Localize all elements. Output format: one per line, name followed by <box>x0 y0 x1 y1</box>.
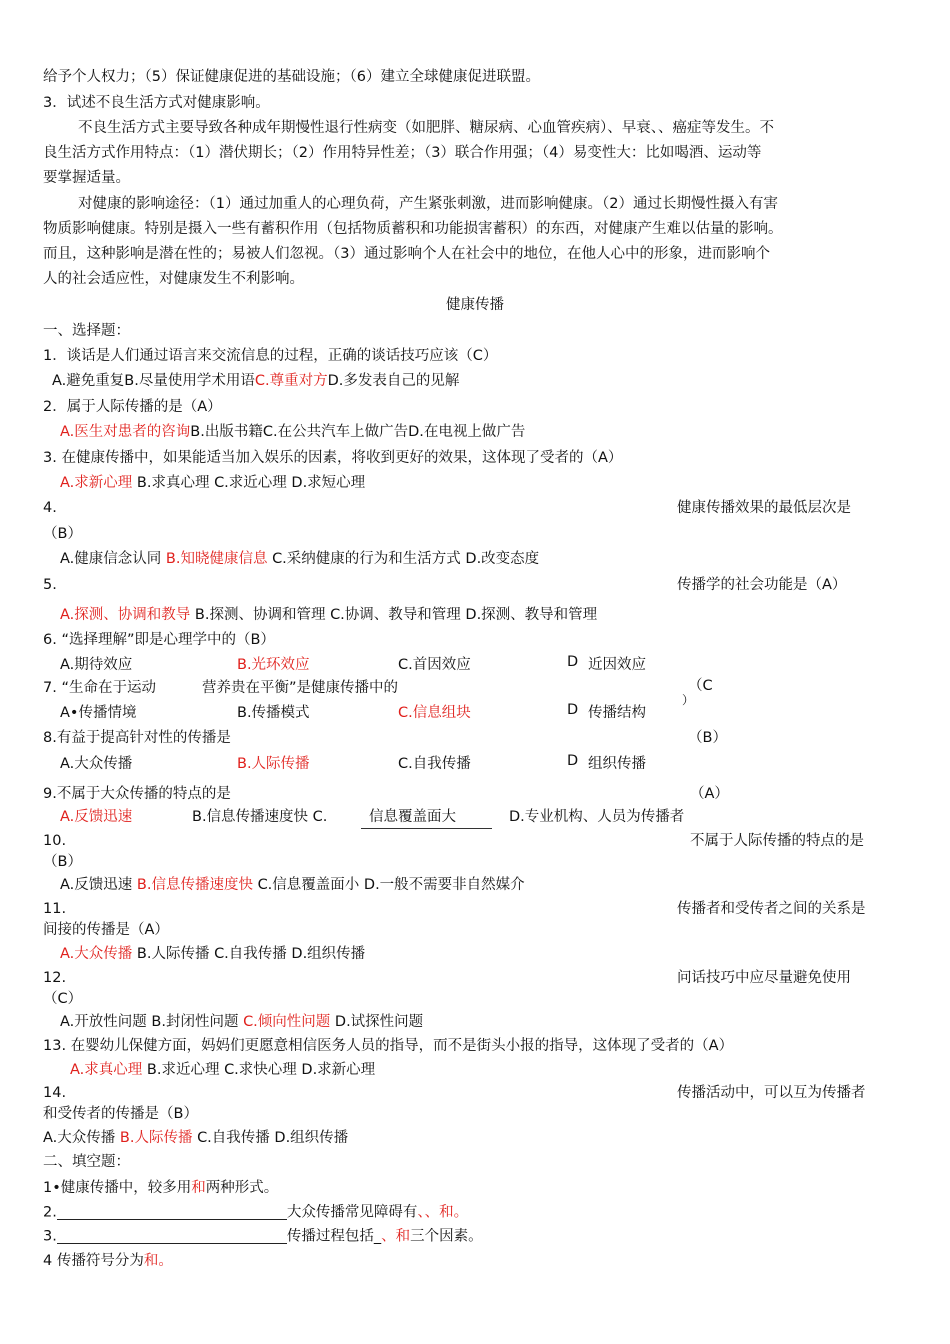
options-row <box>60 947 365 962</box>
option-c: C.自我传播 <box>197 1130 270 1146</box>
question-number: 10. <box>43 833 67 849</box>
option-d-letter: D <box>567 753 579 769</box>
question-stem: 13. 在婴幼儿保健方面，妈妈们更愿意相信医务人员的指导，而不是街头小报的指导，这体现了受者的（A） <box>43 1038 734 1054</box>
option-b: B.尽量使用学术用语 <box>124 373 255 389</box>
question-answer: （B） <box>688 730 727 746</box>
fill-text: 三个因素。 <box>410 1228 483 1245</box>
option-c: C.自我传播 <box>214 946 287 962</box>
option-d: D.探测、教导和管理 <box>465 607 598 623</box>
options-row <box>60 608 597 623</box>
question-stem: 9.不属于大众传播的特点的是 <box>43 786 231 802</box>
option-d: D.组织传播 <box>274 1130 349 1146</box>
fill-in-3 <box>43 1229 483 1244</box>
question-number: 4. <box>43 500 57 516</box>
paragraph-line: 不良生活方式主要导致各种成年期慢性退行性病变（如肥胖、糖尿病、心血管疾病）、早衰、、癌症等发生。不 <box>78 120 774 136</box>
option-c: C.采纳健康的行为和生活方式 <box>272 551 461 567</box>
option-c: C.协调、教导和管理 <box>330 607 461 623</box>
fill-answer: 、和 <box>381 1228 411 1245</box>
question-number: 11. <box>43 901 67 917</box>
question-heading: 3．试述不良生活方式对健康影响。 <box>43 95 270 111</box>
fill-number: 2. <box>43 1204 57 1221</box>
option-b: B.求近心理 <box>146 1062 220 1078</box>
fill-answer: 和。 <box>143 1253 173 1269</box>
option-b: B.人际传播 <box>136 946 210 962</box>
question-stem: 健康传播效果的最低层次是 <box>677 500 851 516</box>
fill-in-4 <box>43 1254 173 1269</box>
option-c: C.求近心理 <box>214 475 287 491</box>
paragraph-line: 而且，这种影响是潜在性的；易被人们忽视。（3）通过影响个人在社会中的地位，在他人心中的形象，进而影响个 <box>43 246 770 262</box>
fill-in-2 <box>43 1205 468 1220</box>
paragraph-line: 人的社会适应性，对健康发生不利影响。 <box>43 271 304 287</box>
options-row <box>60 878 525 893</box>
part-heading: 二、填空题： <box>43 1154 130 1170</box>
options-row <box>70 1063 375 1078</box>
option-b: B.传播模式 <box>237 705 310 721</box>
question-number: 12. <box>43 970 67 986</box>
option-a: A.大众传播 <box>43 1130 116 1146</box>
paragraph-line: 要掌握适量。 <box>43 170 130 186</box>
option-a: A.大众传播 <box>60 756 133 772</box>
fill-text: 1•健康传播中，较多用 <box>43 1180 192 1196</box>
paragraph-line: 物质影响健康。特别是摄入一些有蓄积作用（包括物质蓄积和功能损害蓄积）的东西，对健康产生难以估量的影响。 <box>43 221 783 237</box>
question-number: 5. <box>43 577 57 593</box>
option-a: A.期待效应 <box>60 657 133 673</box>
option-a-correct: A.反馈迅速 <box>60 809 133 825</box>
option-b: B.信息传播速度快 C. <box>192 809 328 825</box>
question-stem-cont: 间接的传播是（A） <box>43 922 169 938</box>
option-d: D.求短心理 <box>291 475 366 491</box>
fill-text: 4 传播符号分为 <box>43 1253 144 1269</box>
option-d: D.组织传播 <box>291 946 366 962</box>
option-a-correct: A.求真心理 <box>70 1062 143 1078</box>
option-d: 组织传播 <box>588 756 646 772</box>
fill-number: 3. <box>43 1228 57 1245</box>
question-answer: （C <box>688 678 713 694</box>
blank-line <box>57 1229 287 1244</box>
option-b: B.求真心理 <box>136 475 210 491</box>
question-stem-cont: 和受传者的传播是（B） <box>43 1106 198 1122</box>
options-row <box>60 425 525 440</box>
fill-text: 传播过程包括_ <box>286 1228 382 1245</box>
option-a-correct: A.求新心理 <box>60 475 133 491</box>
question-stem-cont: 营养贵在平衡”是健康传播中的 <box>202 680 399 696</box>
question-stem: 7. “生命在于运动 <box>43 680 156 696</box>
option-b: B.探测、协调和管理 <box>194 607 326 623</box>
options-row <box>60 476 365 491</box>
question-answer: （C） <box>43 991 83 1007</box>
option-d: D.求新心理 <box>301 1062 376 1078</box>
fill-in-1 <box>43 1181 278 1196</box>
option-c-correct: C.倾向性问题 <box>243 1014 331 1030</box>
option-c: C.在公共汽车上做广告 <box>262 424 409 440</box>
question-stem: 2．属于人际传播的是（A） <box>43 399 222 415</box>
question-number: 14. <box>43 1085 67 1101</box>
question-answer: （B） <box>43 526 82 542</box>
option-b: B.出版书籍 <box>190 424 263 440</box>
text-line: 给予个人权力；（5）保证健康促进的基础设施；（6）建立全球健康促进联盟。 <box>43 69 540 85</box>
option-c: C.信息覆盖面小 <box>257 877 360 893</box>
question-stem: 1．谈话是人们通过语言来交流信息的过程，正确的谈话技巧应该（C） <box>43 348 498 364</box>
question-stem: 不属于人际传播的特点的是 <box>690 833 864 849</box>
paragraph-line: 良生活方式作用特点：（1）潜伏期长；（2）作用特异性差；（3）联合作用强；（4）易变性大：比如喝酒、运动等 <box>43 145 762 161</box>
question-stem: 传播活动中，可以互为传播者 <box>677 1085 866 1101</box>
option-a: A.开放性问题 <box>60 1014 147 1030</box>
option-c: C.首因效应 <box>398 657 471 673</box>
option-b-correct: B.知晓健康信息 <box>165 551 268 567</box>
options-row <box>43 1131 348 1146</box>
option-b-correct: B.光环效应 <box>237 657 310 673</box>
option-b: B.封闭性问题 <box>151 1014 239 1030</box>
question-stem: 传播学的社会功能是（A） <box>677 577 847 593</box>
option-a: A•传播情境 <box>60 705 137 721</box>
option-d: D.试探性问题 <box>334 1014 424 1030</box>
option-a: A.避免重复 <box>52 373 125 389</box>
option-b-correct: B.人际传播 <box>119 1130 193 1146</box>
question-answer: （B） <box>43 854 82 870</box>
option-d-letter: D <box>567 702 579 718</box>
option-d: D.在电视上做广告 <box>408 424 526 440</box>
options-row <box>60 552 539 567</box>
question-stem: 传播者和受传者之间的关系是 <box>677 901 866 917</box>
fill-text: 大众传播常见障碍有 <box>286 1204 418 1221</box>
question-answer: （A） <box>690 786 729 802</box>
option-d: D.多发表自己的见解 <box>327 373 460 389</box>
question-stem: 3. 在健康传播中，如果能适当加入娱乐的因素，将收到更好的效果，这体现了受者的（A） <box>43 450 623 466</box>
option-c-correct: C.信息组块 <box>398 705 471 721</box>
option-a-correct: A.大众传播 <box>60 946 133 962</box>
option-d: D.专业机构、人员为传播者 <box>509 809 685 825</box>
question-stem: 问话技巧中应尽量避免使用 <box>677 970 851 986</box>
option-d: D.一般不需要非自然媒介 <box>363 877 525 893</box>
question-stem: 6. “选择理解”即是心理学中的（B） <box>43 632 275 648</box>
option-d: 传播结构 <box>588 705 646 721</box>
part-heading: 一、选择题： <box>43 323 130 339</box>
option-c-correct: C.尊重对方 <box>254 373 328 389</box>
paragraph-line: 对健康的影响途径：（1）通过加重人的心理负荷，产生紧张刺激，进而影响健康。（2）通过长期慢性摄入有害 <box>78 196 778 212</box>
option-d: D.改变态度 <box>465 551 540 567</box>
option-a-correct: A.医生对患者的咨询 <box>60 424 191 440</box>
option-b-correct: B.人际传播 <box>237 756 310 772</box>
option-c: C.自我传播 <box>398 756 471 772</box>
option-b-correct: B.信息传播速度快 <box>136 877 253 893</box>
option-a: A.反馈迅速 <box>60 877 133 893</box>
section-title: 健康传播 <box>446 297 504 313</box>
option-d-letter: D <box>567 654 579 670</box>
options-row <box>52 374 459 389</box>
option-d: 近因效应 <box>588 657 646 673</box>
options-row <box>60 1015 423 1030</box>
fill-answer: 、、和。 <box>417 1204 469 1221</box>
fill-text: 两种形式。 <box>205 1180 279 1196</box>
fill-answer: 和 <box>191 1180 206 1196</box>
option-c: C.求快心理 <box>224 1062 297 1078</box>
option-a-correct: A.探测、协调和教导 <box>60 607 191 623</box>
option-c-underlined: 信息覆盖面大 <box>361 810 492 829</box>
answer-mark: ） <box>682 693 695 707</box>
question-stem: 8.有益于提高针对性的传播是 <box>43 730 231 746</box>
blank-line <box>57 1205 287 1220</box>
option-a: A.健康信念认同 <box>60 551 162 567</box>
